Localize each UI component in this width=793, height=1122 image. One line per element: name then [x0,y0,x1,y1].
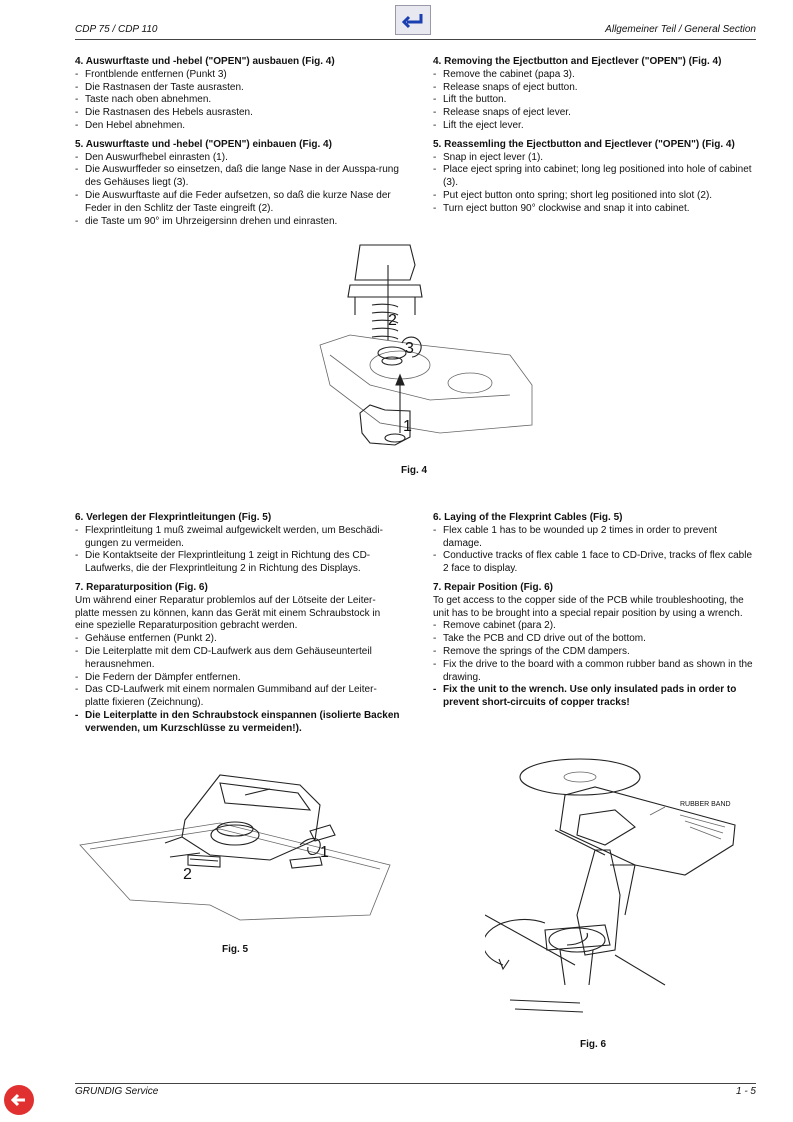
fig4-label-1: 1 [403,418,412,435]
list-item: - Remove cabinet (para 2). [433,620,758,633]
list-item: - Lift the button. [433,94,758,107]
list-item: - Fix the unit to the wrench. Use only insulated pads in order to prevent short-circuits of copper tracks! [433,684,758,710]
en-s5-title: 5. Reassemling the Ejectbutton and Ejectlever ("OPEN") (Fig. 4) [433,138,735,150]
de-s4-title: 4. Auswurftaste und -hebel ("OPEN") ausbauen (Fig. 4) [75,56,335,67]
list-item: - Release snaps of eject lever. [433,107,758,120]
list-item: - Die Kontaktseite der Flexprintleitung 1 zeigt in Richtung des CD-Laufwerks, die der Flexprintleitung 2 in Richtung des Displays. [75,550,400,576]
de-s4-list [75,69,400,133]
list-item: - Flexprintleitung 1 muß zweimal aufgewickelt werden, um Beschädi-gungen zu vermeiden. [75,525,400,551]
en-s4-list [433,69,758,133]
list-item: - Die Auswurffeder so einsetzen, daß die lange Nase in der Ausspa-rung des Gehäuses liegt (3). [75,164,400,190]
fig4-label-3: 3 [405,340,414,357]
de-s7-title: 7. Reparaturposition (Fig. 6) [75,581,208,593]
list-item: - Place eject spring into cabinet; long leg positioned into hole of cabinet (3). [433,164,758,190]
fig6-caption: Fig. 6 [580,1039,607,1050]
en-s6-title: 6. Laying of the Flexprint Cables (Fig. 5) [433,512,623,523]
en-bottom-column [433,512,758,710]
list-item: - Das CD-Laufwerk mit einem normalen Gummiband auf der Leiter-platte fixieren (Zeichnung). [75,684,400,710]
de-s7-intro: Um während einer Reparatur problemlos auf der Lötseite der Leiter-platte messen zu können, kann das Gerät mit einem Schraubstock in eine spezielle Reparaturposition gebracht werden. [75,594,381,632]
footer-divider [75,1083,756,1084]
de-s5-title: 5. Auswurftaste und -hebel ("OPEN") einbauen (Fig. 4) [75,138,332,150]
fig6-rubber-band-label: RUBBER BAND [680,801,731,808]
list-item: - Die Rastnasen des Hebels ausrasten. [75,107,400,120]
list-item: - Conductive tracks of flex cable 1 face to CD-Drive, tracks of flex cable 2 face to display. [433,550,758,576]
fig6-repair-position-drawing [485,755,750,1025]
de-bottom-column [75,512,400,736]
footer-brand: GRUNDIG Service [75,1086,159,1097]
list-item: - Taste nach oben abnehmen. [75,94,400,107]
list-item: - Gehäuse entfernen (Punkt 2). [75,633,400,646]
list-item: - Frontblende entfernen (Punkt 3) [75,69,400,82]
page-number: 1 - 5 [735,1086,756,1097]
list-item: - Put eject button onto spring; short leg positioned into slot (2). [433,190,758,203]
fig5-label-1: 1 [320,844,329,861]
de-s6-list [75,525,400,576]
fig4-eject-mechanism-drawing [310,235,535,457]
back-button[interactable] [4,1085,34,1115]
list-item: - Die Auswurftaste auf die Feder aufsetzen, so daß die kurze Nase der Feder in den Schlitz der Taste eingreift (2). [75,190,400,216]
en-s7-title: 7. Repair Position (Fig. 6) [433,581,554,593]
fig5-flex-cable-drawing [70,765,400,925]
list-item: - Den Auswurfhebel einrasten (1). [75,152,400,165]
header-section: Allgemeiner Teil / General Section [605,24,756,35]
list-item: - Turn eject button 90° clockwise and snap it into cabinet. [433,203,758,216]
list-item: - Lift the eject lever. [433,120,758,133]
list-item: - Die Federn der Dämpfer entfernen. [75,672,400,685]
back-arrow-icon [9,1090,29,1110]
en-s7-list [433,620,758,710]
list-item: - Release snaps of eject button. [433,82,758,95]
list-item: - Flex cable 1 has to be wounded up 2 times in order to prevent damage. [433,525,758,551]
return-button[interactable] [395,5,431,35]
fig4-label-2: 2 [388,312,397,329]
list-item: - Den Hebel abnehmen. [75,120,400,133]
return-arrow-icon [401,10,425,30]
en-s5-list [433,152,758,216]
list-item: - Snap in eject lever (1). [433,152,758,165]
de-top-column [75,56,400,228]
list-item: - Remove the cabinet (papa 3). [433,69,758,82]
header-model: CDP 75 / CDP 110 [75,24,158,35]
list-item: - Die Rastnasen der Taste ausrasten. [75,82,400,95]
de-s7-list [75,633,400,735]
fig5-label-2: 2 [183,866,192,883]
list-item: - Die Leiterplatte in den Schraubstock einspannen (isolierte Backen verwenden, um Kurzschlüsse zu vermeiden!). [75,710,400,736]
de-s6-title: 6. Verlegen der Flexprintleitungen (Fig. 5) [75,512,272,523]
list-item: - Fix the drive to the board with a common rubber band as shown in the drawing. [433,659,758,685]
de-s5-list [75,152,400,229]
fig5-caption: Fig. 5 [222,944,249,955]
list-item: - die Taste um 90° im Uhrzeigersinn drehen und einrasten. [75,216,400,229]
en-top-column [433,56,758,216]
en-s7-intro: To get access to the copper side of the PCB while troubleshooting, the unit has to be brought into a special repair position by using a wrench. [433,594,744,619]
fig4-caption: Fig. 4 [401,465,428,476]
en-s6-list [433,525,758,576]
header-divider [75,39,756,40]
list-item: - Take the PCB and CD drive out of the bottom. [433,633,758,646]
list-item: - Remove the springs of the CDM dampers. [433,646,758,659]
en-s4-title: 4. Removing the Ejectbutton and Ejectlever ("OPEN") (Fig. 4) [433,56,722,67]
list-item: - Die Leiterplatte mit dem CD-Laufwerk aus dem Gehäuseunterteil herausnehmen. [75,646,400,672]
